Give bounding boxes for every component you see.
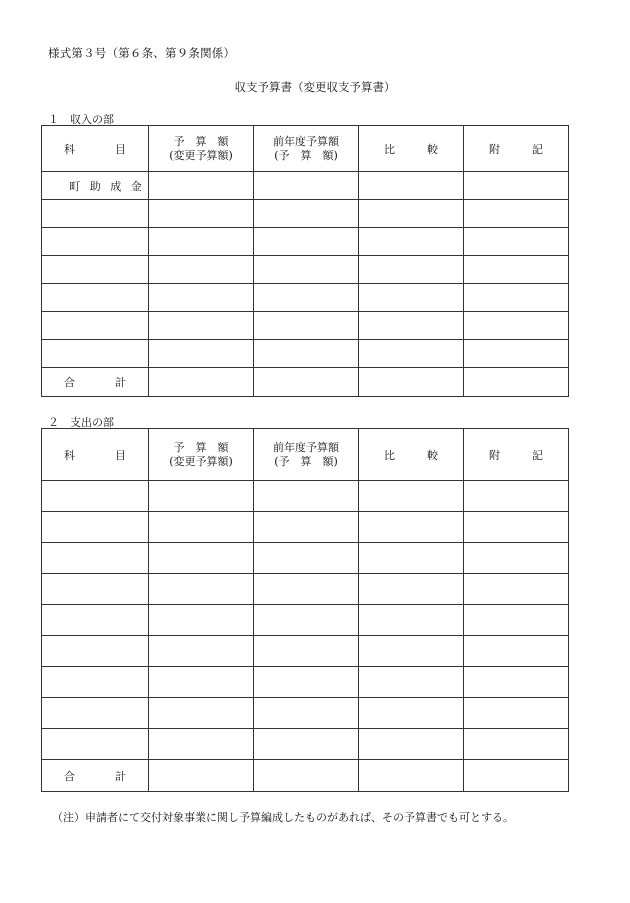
header-budget: 予 算 額 (変更予算額) [149, 126, 254, 172]
amount-cell[interactable] [464, 574, 569, 605]
amount-cell[interactable] [254, 228, 359, 256]
amount-cell[interactable] [359, 512, 464, 543]
amount-cell[interactable] [254, 172, 359, 200]
income-section-label: １ 収入の部 [48, 113, 114, 126]
header-compare: 比 較 [359, 126, 464, 172]
amount-cell[interactable] [149, 512, 254, 543]
table-row [42, 256, 569, 284]
item-cell[interactable] [42, 698, 149, 729]
header-item: 科 目 [42, 126, 149, 172]
expense-table [41, 428, 569, 792]
amount-cell[interactable] [149, 172, 254, 200]
item-cell[interactable] [42, 481, 149, 512]
table-row [42, 512, 569, 543]
total-amount-cell[interactable] [254, 760, 359, 792]
total-amount-cell[interactable] [254, 368, 359, 397]
amount-cell[interactable] [149, 698, 254, 729]
amount-cell[interactable] [254, 605, 359, 636]
amount-cell[interactable] [359, 605, 464, 636]
amount-cell[interactable] [254, 256, 359, 284]
item-cell[interactable] [42, 340, 149, 368]
footnote: （注）申請者にて交付対象事業に関し予算編成したものがあれば、その予算書でも可とする。 [52, 811, 514, 824]
amount-cell[interactable] [464, 667, 569, 698]
item-cell[interactable] [42, 729, 149, 760]
total-row [42, 368, 569, 397]
income-header-row [42, 126, 569, 172]
amount-cell[interactable] [149, 543, 254, 574]
amount-cell[interactable] [359, 636, 464, 667]
amount-cell[interactable] [464, 256, 569, 284]
amount-cell[interactable] [464, 605, 569, 636]
table-row [42, 172, 569, 200]
table-row [42, 481, 569, 512]
amount-cell[interactable] [359, 284, 464, 312]
header-prev-budget: 前年度予算額 (予 算 額) [254, 126, 359, 172]
amount-cell[interactable] [359, 256, 464, 284]
amount-cell[interactable] [149, 340, 254, 368]
amount-cell[interactable] [359, 667, 464, 698]
expense-header-row [42, 429, 569, 481]
table-row [42, 698, 569, 729]
amount-cell[interactable] [149, 667, 254, 698]
item-cell[interactable] [42, 667, 149, 698]
amount-cell[interactable] [254, 481, 359, 512]
amount-cell[interactable] [254, 574, 359, 605]
amount-cell[interactable] [254, 512, 359, 543]
amount-cell[interactable] [149, 636, 254, 667]
header-budget: 予 算 額 (変更予算額) [149, 429, 254, 481]
amount-cell[interactable] [359, 574, 464, 605]
amount-cell[interactable] [149, 200, 254, 228]
item-cell[interactable] [42, 543, 149, 574]
item-cell[interactable] [42, 312, 149, 340]
amount-cell[interactable] [464, 729, 569, 760]
item-cell[interactable] [42, 574, 149, 605]
amount-cell[interactable] [359, 228, 464, 256]
amount-cell[interactable] [464, 172, 569, 200]
amount-cell[interactable] [149, 256, 254, 284]
header-item: 科 目 [42, 429, 149, 481]
form-number: 様式第３号（第６条、第９条関係） [48, 46, 236, 60]
total-amount-cell[interactable] [359, 760, 464, 792]
total-row [42, 760, 569, 792]
table-row [42, 729, 569, 760]
amount-cell[interactable] [149, 312, 254, 340]
amount-cell[interactable] [149, 605, 254, 636]
amount-cell[interactable] [359, 312, 464, 340]
table-row [42, 543, 569, 574]
total-amount-cell[interactable] [464, 760, 569, 792]
item-cell[interactable] [42, 200, 149, 228]
table-row [42, 200, 569, 228]
total-label: 合 計 [42, 760, 149, 792]
amount-cell[interactable] [464, 543, 569, 574]
table-row [42, 228, 569, 256]
total-amount-cell[interactable] [149, 760, 254, 792]
table-row [42, 340, 569, 368]
amount-cell[interactable] [254, 284, 359, 312]
amount-cell[interactable] [464, 698, 569, 729]
total-amount-cell[interactable] [464, 368, 569, 397]
table-row [42, 284, 569, 312]
amount-cell[interactable] [464, 200, 569, 228]
header-remarks: 附 記 [464, 429, 569, 481]
amount-cell[interactable] [464, 284, 569, 312]
amount-cell[interactable] [359, 729, 464, 760]
amount-cell[interactable] [359, 481, 464, 512]
document-title: 収支予算書（変更収支予算書） [234, 80, 396, 94]
amount-cell[interactable] [359, 200, 464, 228]
amount-cell[interactable] [149, 284, 254, 312]
total-label: 合 計 [42, 368, 149, 397]
amount-cell[interactable] [359, 340, 464, 368]
amount-cell[interactable] [149, 729, 254, 760]
item-cell[interactable]: 町 助 成 金 [42, 172, 149, 200]
table-row [42, 574, 569, 605]
amount-cell[interactable] [149, 228, 254, 256]
amount-cell[interactable] [254, 667, 359, 698]
total-amount-cell[interactable] [149, 368, 254, 397]
amount-cell[interactable] [254, 200, 359, 228]
amount-cell[interactable] [149, 574, 254, 605]
amount-cell[interactable] [254, 698, 359, 729]
item-cell[interactable] [42, 228, 149, 256]
amount-cell[interactable] [254, 636, 359, 667]
item-cell[interactable] [42, 636, 149, 667]
amount-cell[interactable] [254, 312, 359, 340]
amount-cell[interactable] [359, 698, 464, 729]
amount-cell[interactable] [254, 340, 359, 368]
table-row [42, 605, 569, 636]
amount-cell[interactable] [254, 729, 359, 760]
table-row [42, 312, 569, 340]
header-remarks: 附 記 [464, 126, 569, 172]
item-cell[interactable] [42, 512, 149, 543]
header-prev-budget: 前年度予算額 (予 算 額) [254, 429, 359, 481]
total-amount-cell[interactable] [359, 368, 464, 397]
table-row [42, 667, 569, 698]
header-compare: 比 較 [359, 429, 464, 481]
amount-cell[interactable] [464, 636, 569, 667]
amount-cell[interactable] [149, 481, 254, 512]
table-row [42, 636, 569, 667]
item-cell[interactable] [42, 284, 149, 312]
amount-cell[interactable] [464, 312, 569, 340]
amount-cell[interactable] [464, 228, 569, 256]
amount-cell[interactable] [464, 481, 569, 512]
income-table [41, 125, 569, 397]
item-cell[interactable] [42, 256, 149, 284]
amount-cell[interactable] [359, 543, 464, 574]
expense-section-label: ２ 支出の部 [48, 416, 114, 429]
amount-cell[interactable] [359, 172, 464, 200]
amount-cell[interactable] [464, 340, 569, 368]
item-cell[interactable] [42, 605, 149, 636]
amount-cell[interactable] [254, 543, 359, 574]
amount-cell[interactable] [464, 512, 569, 543]
